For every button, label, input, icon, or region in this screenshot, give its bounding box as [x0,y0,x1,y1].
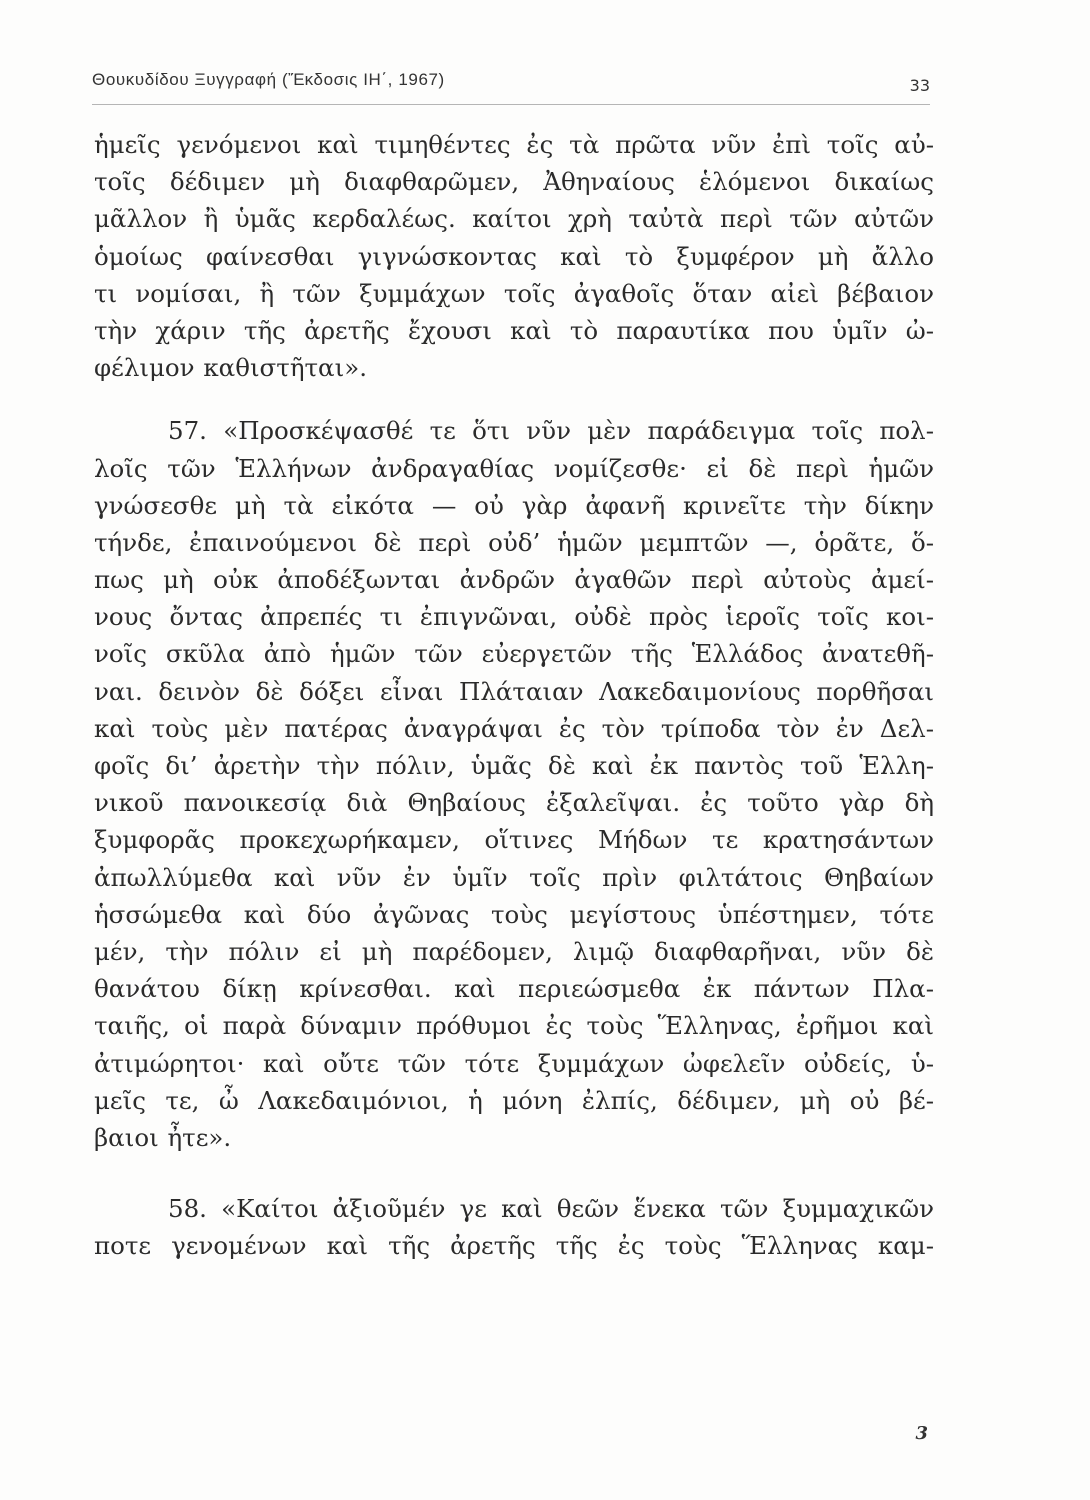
text-line: τὴν χάριν τῆς ἀρετῆς ἔχουσι καὶ τὸ παραυτίκα που ὑμῖν ὠ- [94,315,934,345]
text-line: μᾶλλον ἢ ὑμᾶς κερδαλέως. καίτοι χρὴ ταὐτὰ περὶ τῶν αὐτῶν [94,204,934,234]
text-line: τοῖς δέδιμεν μὴ διαφθαρῶμεν, Ἀθηναίους ἑλόμενοι δικαίως [94,167,934,197]
text-line: φοῖς δι’ ἀρετὴν τὴν πόλιν, ὑμᾶς δὲ καὶ ἐκ παντὸς τοῦ Ἑλλη- [94,751,934,780]
paragraph-gap [94,386,934,412]
text-line: 57. «Προσκέψασθέ τε ὅτι νῦν μὲν παράδειγμα τοῖς πολ- [168,416,934,446]
text-line: ἀτιμώρητοι· καὶ οὔτε τῶν τότε ξυμμάχων ὠφελεῖν οὐδείς, ὑ- [94,1048,934,1078]
text-line: γνώσεσθε μὴ τὰ εἰκότα — οὐ γὰρ ἀφανῆ κρινεῖτε τὴν δίκην [94,490,934,520]
text-line: πως μὴ οὐκ ἀποδέξωνται ἀνδρῶν ἀγαθῶν περὶ αὐτοὺς ἀμεί- [94,565,934,595]
text-line: μεῖς τε, ὦ Λακεδαιμόνιοι, ἡ μόνη ἐλπίς, δέδιμεν, μὴ οὐ βέ- [94,1085,934,1115]
text-line: ναι. δεινὸν δὲ δόξει εἶναι Πλάταιαν Λακεδαιμονίους πορθῆσαι [94,676,934,706]
header-rule [92,104,930,105]
text-line: τήνδε, ἐπαινούμενοι δὲ περὶ οὐδ’ ἡμῶν μεμπτῶν —, ὁρᾶτε, ὅ- [94,527,934,557]
paragraph-continuation [94,126,934,386]
text-block [94,126,934,1264]
text-line: μέν, τὴν πόλιν εἰ μὴ παρέδομεν, λιμῷ διαφθαρῆναι, νῦν δὲ [94,936,934,966]
paragraph-57 [94,412,934,1156]
page-number: 33 [909,76,930,95]
text-line: λοῖς τῶν Ἑλλήνων ἀνδραγαθίας νομίζεσθε· εἰ δὲ περὶ ἡμῶν [94,453,934,483]
text-line: βαιοι ἦτε». [94,1122,232,1152]
running-title: Θουκυδίδου Ξυγγραφή (Ἔκδοσις ΙΗ΄, 1967) [92,70,445,89]
paragraph-58 [94,1190,934,1264]
text-line: ἡσσώμεθα καὶ δύο ἀγῶνας τοὺς μεγίστους ὑπέστημεν, τότε [94,899,934,929]
text-line: νικοῦ πανοικεσίᾳ διὰ Θηβαίους ἐξαλεῖψαι. ἐς τοῦτο γὰρ δὴ [94,788,934,818]
text-line: ταιῆς, οἱ παρὰ δύναμιν πρόθυμοι ἐς τοὺς Ἕλληνας, ἐρῆμοι καὶ [94,1011,934,1041]
text-line: ἀπωλλύμεθα καὶ νῦν ἐν ὑμῖν τοῖς πρὶν φιλτάτοις Θηβαίων [94,862,934,892]
text-line: 58. «Καίτοι ἀξιοῦμέν γε καὶ θεῶν ἕνεκα τῶν ξυμμαχικῶν [168,1194,934,1224]
text-line: νους ὄντας ἀπρεπές τι ἐπιγνῶναι, οὐδὲ πρὸς ἱεροῖς τοῖς κοι- [94,602,934,632]
text-line: καὶ τοὺς μὲν πατέρας ἀναγράψαι ἐς τὸν τρίποδα τὸν ἐν Δελ- [94,713,934,743]
text-line: ἡμεῖς γενόμενοι καὶ τιμηθέντες ἐς τὰ πρῶτα νῦν ἐπὶ τοῖς αὐ- [94,130,934,159]
text-line: νοῖς σκῦλα ἀπὸ ἡμῶν τῶν εὐεργετῶν τῆς Ἑλλάδος ἀνατεθῆ- [94,639,934,669]
text-line: τι νομίσαι, ἢ τῶν ξυμμάχων τοῖς ἀγαθοῖς ὅταν αἰεὶ βέβαιον [94,278,934,308]
signature-mark: 3 [915,1423,928,1444]
text-line: ποτε γενομένων καὶ τῆς ἀρετῆς τῆς ἐς τοὺς Ἕλληνας καμ- [94,1231,934,1261]
text-line: φέλιμον καθιστῆται». [94,353,367,383]
text-line: ὁμοίως φαίνεσθαι γιγνώσκοντας καὶ τὸ ξυμφέρον μὴ ἄλλο [94,241,934,271]
text-line: θανάτου δίκῃ κρίνεσθαι. καὶ περιεώσμεθα ἐκ πάντων Πλα- [94,974,934,1004]
text-line: ξυμφορᾶς προκεχωρήκαμεν, οἵτινες Μήδων τε κρατησάντων [94,825,934,855]
running-head [92,70,930,100]
paragraph-gap [94,1156,934,1190]
